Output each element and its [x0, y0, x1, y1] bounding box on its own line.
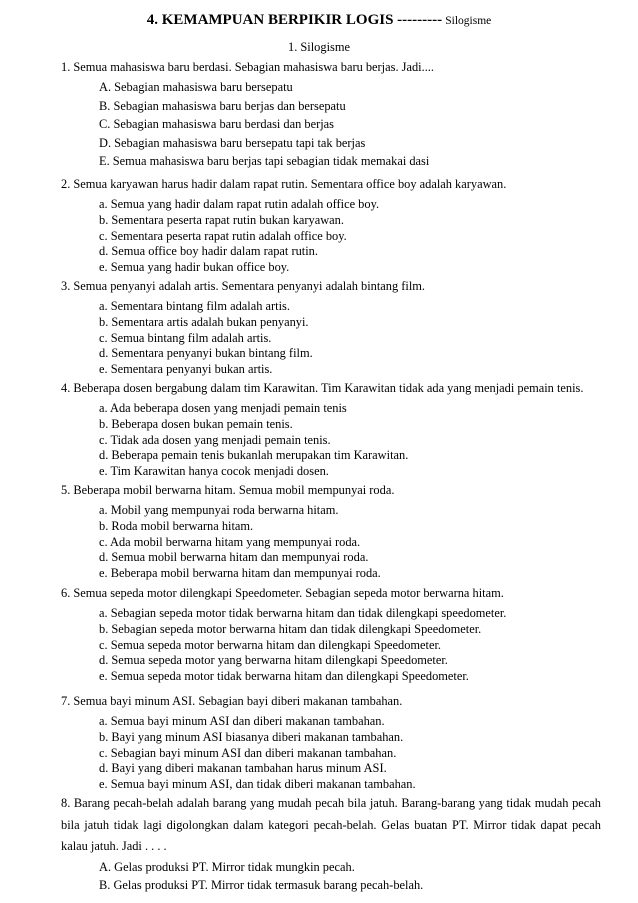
- option-a: a. Ada beberapa dosen yang menjadi pemain tenis: [99, 401, 347, 415]
- option-c: c. Semua sepeda motor berwarna hitam dan dilengkapi Speedometer.: [99, 637, 442, 652]
- title-suffix: Silogisme: [445, 15, 492, 27]
- question-2: [61, 174, 621, 276]
- option-c: c. Sebagian bayi minum ASI dan diberi makanan tambahan.: [99, 745, 397, 760]
- option-e: E. Semua mahasiswa baru berjas tapi sebagian tidak memakai dasi: [99, 154, 430, 168]
- question-5: [61, 480, 621, 582]
- option-list: [61, 299, 621, 378]
- option-b: b. Bayi yang minum ASI biasanya diberi makanan tambahan.: [99, 729, 404, 744]
- option-a: A. Sebagian mahasiswa baru bersepatu: [99, 80, 293, 94]
- question-stem: 6. Semua sepeda motor dilengkapi Speedometer. Sebagian sepeda motor berwarna hitam.: [61, 586, 504, 600]
- section-heading: 1. Silogisme: [288, 40, 350, 54]
- option-a: a. Mobil yang mempunyai roda berwarna hitam.: [99, 503, 339, 517]
- option-c: c. Tidak ada dosen yang menjadi pemain tenis.: [99, 432, 331, 447]
- question-stem: 1. Semua mahasiswa baru berdasi. Sebagian mahasiswa baru berjas. Jadi....: [61, 60, 434, 74]
- option-b: b. Roda mobil berwarna hitam.: [99, 518, 254, 533]
- option-e: e. Semua bayi minum ASI, dan tidak diberi makanan tambahan.: [99, 777, 416, 792]
- option-a: a. Semua bayi minum ASI dan diberi makanan tambahan.: [99, 714, 385, 728]
- option-a: a. Sementara bintang film adalah artis.: [99, 299, 290, 313]
- option-a: a. Sebagian sepeda motor tidak berwarna hitam dan tidak dilengkapi speedometer.: [99, 606, 507, 620]
- option-e: e. Semua sepeda motor tidak berwarna hitam dan dilengkapi Speedometer.: [99, 669, 469, 684]
- option-list: [61, 606, 621, 685]
- question-stem: 2. Semua karyawan harus hadir dalam rapat rutin. Sementara office boy adalah karyawan.: [61, 177, 507, 191]
- option-b: b. Sementara artis adalah bukan penyanyi.: [99, 314, 309, 329]
- option-b: B. Gelas produksi PT. Mirror tidak termasuk barang pecah-belah.: [99, 878, 424, 892]
- option-d: D. Sebagian mahasiswa baru bersepatu tapi tak berjas: [99, 135, 366, 150]
- question-6: [61, 583, 621, 685]
- question-stem: 3. Semua penyanyi adalah artis. Sementara penyanyi adalah bintang film.: [61, 279, 426, 293]
- title-main: 4. KEMAMPUAN BERPIKIR LOGIS ---------: [146, 12, 443, 28]
- option-d: d. Semua sepeda motor yang berwarna hitam dilengkapi Speedometer.: [99, 653, 448, 668]
- option-d: d. Sementara penyanyi bukan bintang film.: [99, 346, 313, 361]
- question-stem: 7. Semua bayi minum ASI. Sebagian bayi diberi makanan tambahan.: [61, 694, 403, 708]
- option-d: d. Bayi yang diberi makanan tambahan harus minum ASI.: [99, 761, 387, 776]
- question-stem: 4. Beberapa dosen bergabung dalam tim Karawitan. Tim Karawitan tidak ada yang menjadi pemain tenis.: [61, 381, 584, 395]
- question-4: [61, 378, 621, 480]
- option-list: [61, 78, 621, 171]
- question-stem: 8. Barang pecah-belah adalah barang yang mudah pecah bila jatuh. Barang-barang yang tidak mudah pecah bila jatuh tidak lagi digolongkan dalam kategori pecah-belah. Gelas buatan PT. Mirror tidak dapat pecah kalau jatuh. Jadi . . . .: [61, 796, 601, 853]
- option-list: [61, 858, 621, 895]
- option-list: [61, 197, 621, 276]
- option-c: C. Sebagian mahasiswa baru berdasi dan berjas: [99, 117, 335, 131]
- option-list: [61, 503, 621, 582]
- option-e: e. Semua yang hadir bukan office boy.: [99, 260, 290, 275]
- option-e: e. Sementara penyanyi bukan artis.: [99, 362, 273, 377]
- option-e: e. Tim Karawitan hanya cocok menjadi dosen.: [99, 464, 329, 479]
- question-7: [61, 691, 621, 793]
- option-list: [61, 714, 621, 793]
- option-e: e. Beberapa mobil berwarna hitam dan mempunyai roda.: [99, 566, 381, 581]
- option-c: c. Semua bintang film adalah artis.: [99, 330, 272, 345]
- question-stem: 5. Beberapa mobil berwarna hitam. Semua mobil mempunyai roda.: [61, 483, 395, 497]
- page-title: [0, 12, 638, 29]
- option-b: B. Sebagian mahasiswa baru berjas dan bersepatu: [99, 98, 346, 113]
- question-3: [61, 276, 621, 378]
- question-1: [61, 57, 621, 171]
- option-b: b. Beberapa dosen bukan pemain tenis.: [99, 416, 293, 431]
- option-list: [61, 401, 621, 480]
- option-b: b. Sebagian sepeda motor berwarna hitam dan tidak dilengkapi Speedometer.: [99, 621, 482, 636]
- option-c: c. Ada mobil berwarna hitam yang mempunyai roda.: [99, 534, 361, 549]
- option-d: d. Semua mobil berwarna hitam dan mempunyai roda.: [99, 550, 369, 565]
- option-b: b. Sementara peserta rapat rutin bukan karyawan.: [99, 212, 344, 227]
- option-a: A. Gelas produksi PT. Mirror tidak mungkin pecah.: [99, 859, 355, 874]
- option-d: d. Semua office boy hadir dalam rapat rutin.: [99, 244, 318, 259]
- option-d: d. Beberapa pemain tenis bukanlah merupakan tim Karawitan.: [99, 448, 409, 463]
- option-c: c. Sementara peserta rapat rutin adalah office boy.: [99, 228, 347, 243]
- question-8: [61, 793, 621, 895]
- option-a: a. Semua yang hadir dalam rapat rutin adalah office boy.: [99, 197, 380, 211]
